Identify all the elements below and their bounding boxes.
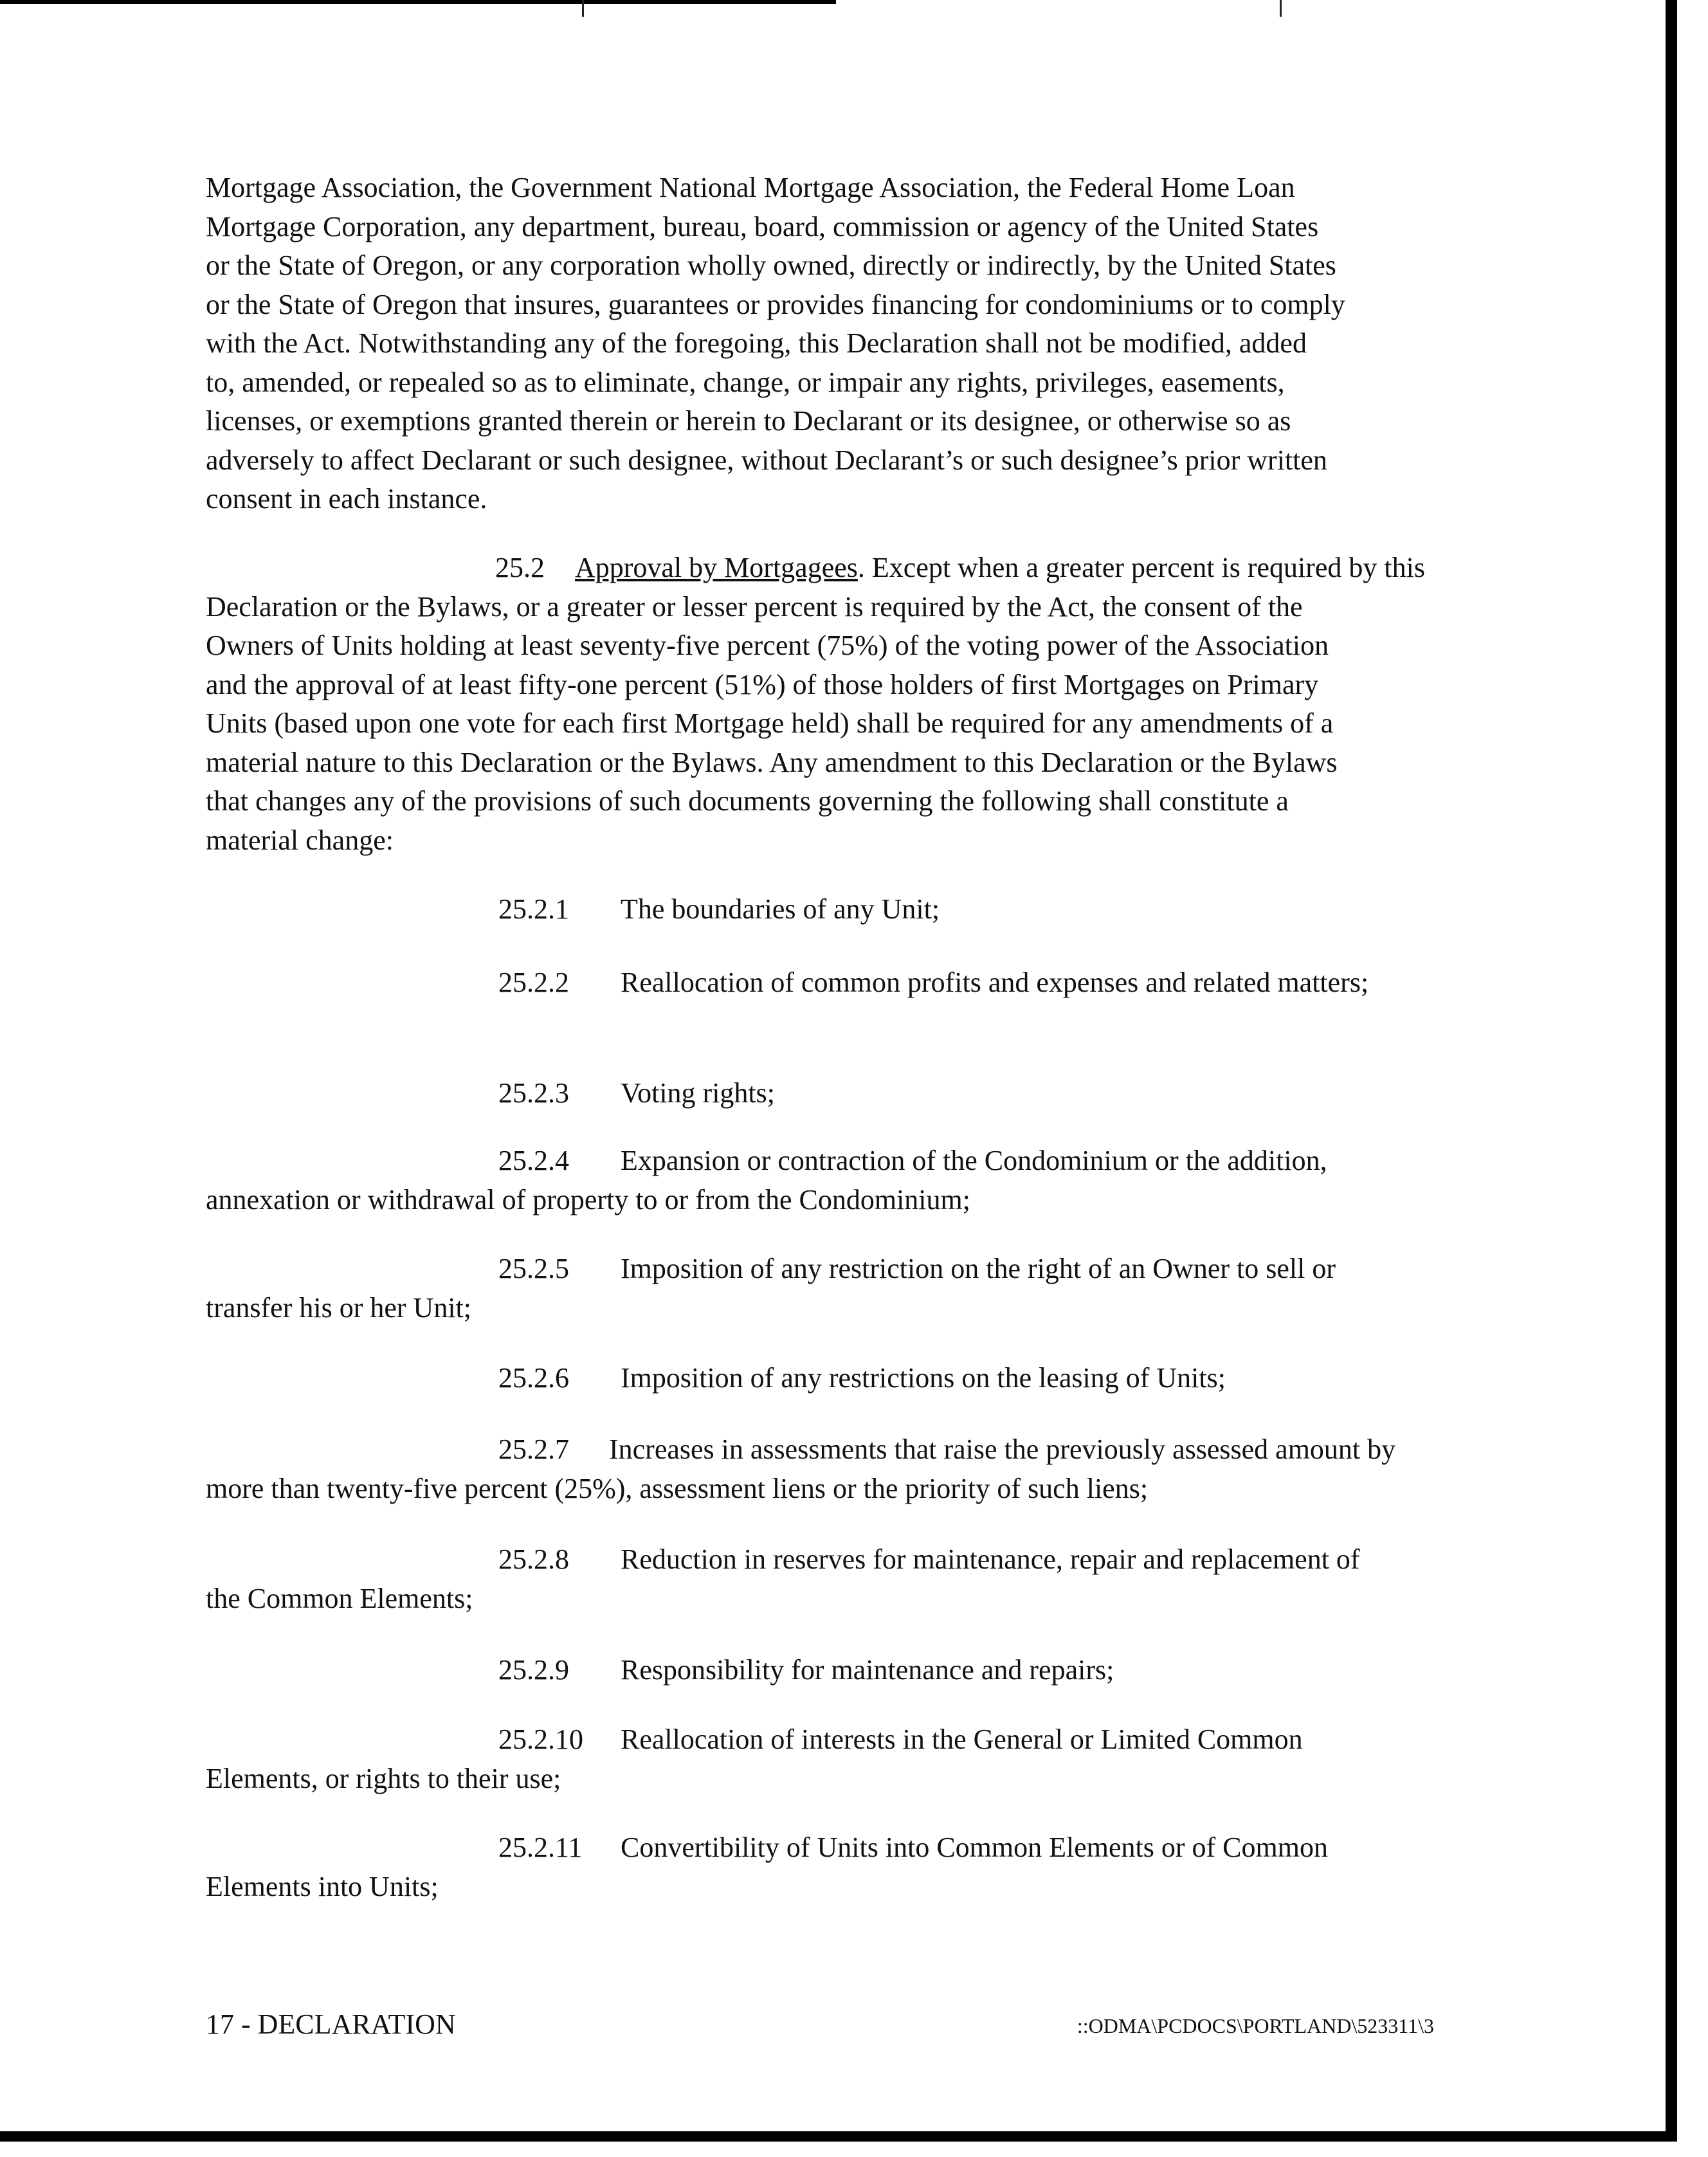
paragraph-line: material change: <box>206 824 394 856</box>
paragraph-line: consent in each instance. <box>206 483 487 514</box>
list-item <box>206 1250 1518 1327</box>
paragraph-line: Units (based upon one vote for each first Mortgage held) shall be required for any amendments of a <box>206 707 1334 739</box>
list-item <box>206 1430 1518 1508</box>
item-text: Imposition of any restriction on the right of an Owner to sell or <box>621 1253 1336 1284</box>
item-text: Reallocation of interests in the General or Limited Common <box>621 1724 1303 1755</box>
section-25-2-paragraph <box>206 549 1518 860</box>
item-text: Convertibility of Units into Common Elements or of Common <box>621 1832 1328 1863</box>
item-number: 25.2.3 <box>498 1077 569 1109</box>
list-item <box>206 1540 1518 1618</box>
list-item <box>206 1720 1518 1798</box>
intro-paragraph <box>206 168 1518 519</box>
item-number: 25.2.6 <box>498 1362 569 1394</box>
paragraph-line: licenses, or exemptions granted therein or herein to Declarant or its designee, or otherwise so as <box>206 405 1291 437</box>
paragraph-line: or the State of Oregon that insures, guarantees or provides financing for condominiums or to comply <box>206 288 1345 320</box>
list-item <box>206 1359 1518 1398</box>
paragraph-line: and the approval of at least fifty-one percent (51%) of those holders of first Mortgages on Primary <box>206 668 1319 700</box>
item-number: 25.2.9 <box>498 1654 569 1686</box>
list-item <box>206 1142 1518 1219</box>
paragraph-line: or the State of Oregon, or any corporation wholly owned, directly or indirectly, by the United States <box>206 250 1336 281</box>
item-text: The boundaries of any Unit; <box>621 893 940 925</box>
item-text: Increases in assessments that raise the previously assessed amount by <box>609 1433 1396 1465</box>
paragraph-line: adversely to affect Declarant or such designee, without Declarant’s or such designee’s prior written <box>206 444 1327 476</box>
page-footer-label: 17 - DECLARATION <box>206 2008 456 2040</box>
item-continuation: Elements into Units; <box>206 1870 439 1902</box>
item-text: Responsibility for maintenance and repairs; <box>621 1654 1114 1686</box>
paragraph-line: material nature to this Declaration or the Bylaws. Any amendment to this Declaration or the Bylaws <box>206 746 1338 778</box>
list-item <box>206 1828 1518 1906</box>
item-text: Reallocation of common profits and expenses and related matters; <box>621 967 1369 998</box>
paragraph-line: Owners of Units holding at least seventy-five percent (75%) of the voting power of the Association <box>206 630 1329 661</box>
paragraph-line: Mortgage Corporation, any department, bureau, board, commission or agency of the United States <box>206 210 1319 242</box>
item-number: 25.2.4 <box>498 1145 569 1176</box>
section-heading-line <box>206 549 1518 588</box>
scan-top-rule <box>0 0 836 4</box>
item-text: Imposition of any restrictions on the leasing of Units; <box>621 1362 1226 1394</box>
item-continuation: transfer his or her Unit; <box>206 1291 471 1324</box>
list-item <box>206 1074 1518 1113</box>
list-item <box>206 890 1518 929</box>
section-title: Approval by Mortgagees <box>575 552 858 583</box>
item-continuation: the Common Elements; <box>206 1582 473 1614</box>
item-number: 25.2.7 <box>498 1433 569 1465</box>
list-item <box>206 1651 1518 1690</box>
paragraph-line: Declaration or the Bylaws, or a greater or lesser percent is required by the Act, the consent of the <box>206 590 1303 623</box>
list-item <box>206 963 1518 1003</box>
paragraph-line: Mortgage Association, the Government National Mortgage Association, the Federal Home Loan <box>206 172 1295 203</box>
paragraph-line: to, amended, or repealed so as to eliminate, change, or impair any rights, privileges, easements, <box>206 366 1285 398</box>
item-number: 25.2.11 <box>498 1832 583 1863</box>
item-continuation: more than twenty-five percent (25%), assessment liens or the priority of such liens; <box>206 1472 1149 1504</box>
scan-tick-mark <box>582 0 584 17</box>
item-text: Reduction in reserves for maintenance, repair and replacement of <box>621 1543 1360 1575</box>
paragraph-line: with the Act. Notwithstanding any of the foregoing, this Declaration shall not be modified, added <box>206 327 1307 359</box>
item-continuation: annexation or withdrawal of property to or from the Condominium; <box>206 1183 970 1215</box>
scan-tick-mark <box>1280 0 1282 17</box>
item-number: 25.2.8 <box>498 1543 569 1575</box>
section-number: 25.2 <box>495 552 545 583</box>
item-number: 25.2.2 <box>498 967 569 998</box>
item-continuation: Elements, or rights to their use; <box>206 1762 561 1794</box>
item-text: Voting rights; <box>621 1077 776 1109</box>
item-text: Expansion or contraction of the Condominium or the addition, <box>621 1145 1327 1176</box>
item-number: 25.2.5 <box>498 1253 569 1284</box>
item-number: 25.2.10 <box>498 1724 583 1755</box>
item-number: 25.2.1 <box>498 893 569 925</box>
document-path: ::ODMA\PCDOCS\PORTLAND\523311\3 <box>1077 2014 1434 2037</box>
section-first-line-text: . Except when a greater percent is required by this <box>857 552 1425 583</box>
paragraph-line: that changes any of the provisions of such documents governing the following shall constitute a <box>206 785 1289 817</box>
